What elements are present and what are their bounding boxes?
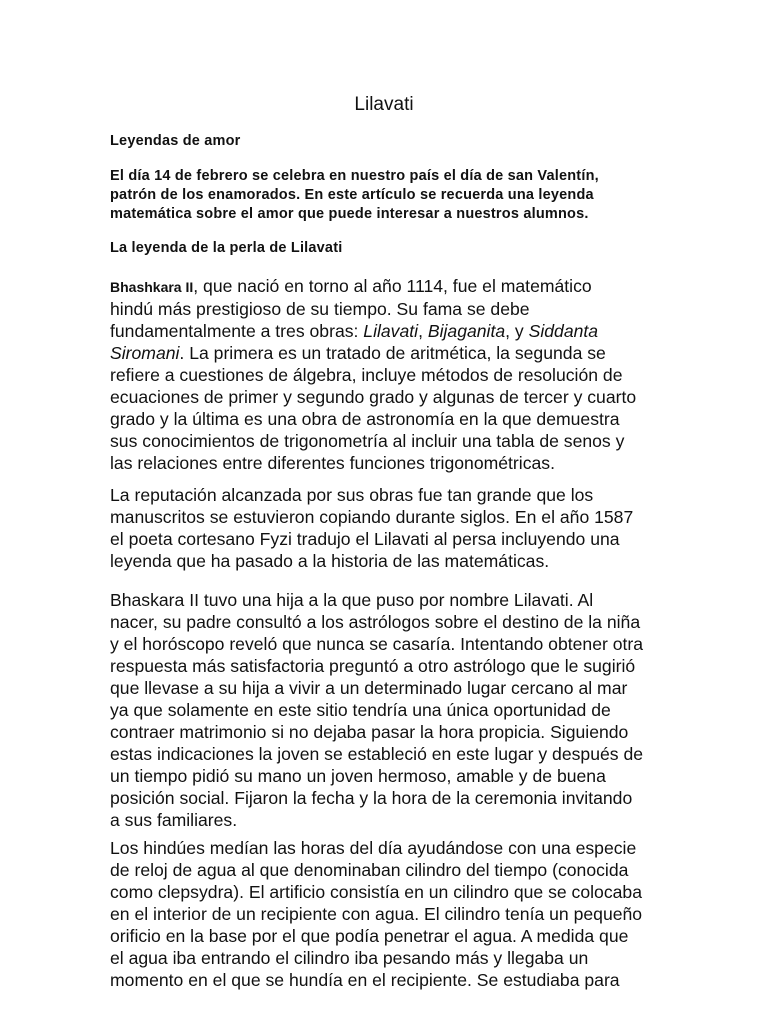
text-line: como clepsydra). El artificio consistía en un cilindro que se colocaba xyxy=(110,882,642,902)
text-span: , y xyxy=(505,321,529,341)
text-line: momento en el que se hundía en el recipiente. Se estudiaba para xyxy=(110,970,620,990)
text-line: en el interior de un recipiente con agua. El cilindro tenía un pequeño xyxy=(110,904,643,924)
text-line: grado y la última es una obra de astronomía en la que demuestra xyxy=(110,409,620,429)
text-line: y el horóscopo reveló que nunca se casaría. Intentando obtener otra xyxy=(110,634,644,654)
text-line: La reputación alcanzada por sus obras fue tan grande que los xyxy=(110,485,594,505)
text-line: ecuaciones de primer y segundo grado y algunas de tercer y cuarto xyxy=(110,387,637,407)
text-span: , que nació en torno al año 1114, fue el matemático xyxy=(193,276,592,296)
text-line: ya que solamente en este sitio tendría una única oportunidad de xyxy=(110,700,611,720)
text-line: orificio en la base por el que podía penetrar el agua. A medida que xyxy=(110,926,629,946)
text-line xyxy=(110,342,636,364)
paragraph-1 xyxy=(110,275,636,474)
paragraph-4 xyxy=(110,837,642,991)
italic-title: Siddanta xyxy=(528,321,599,341)
lead-name: Bhashkara II xyxy=(110,279,194,295)
text-line: las relaciones entre diferentes funciones trigonométricas. xyxy=(110,453,555,473)
text-line: el agua iba entrando el cilindro iba pesando más y llegaba un xyxy=(110,948,589,968)
text-line: matemática sobre el amor que puede interesar a nuestros alumnos. xyxy=(110,206,589,222)
text-line: un tiempo pidió su mano un joven hermoso, amable y de buena xyxy=(110,766,606,786)
italic-title: Lilavati xyxy=(363,321,419,341)
paragraph-3 xyxy=(110,589,643,831)
italic-title: Siromani xyxy=(110,343,180,363)
italic-title: Bijaganita xyxy=(427,321,506,341)
text-line: refiere a cuestiones de álgebra, incluye métodos de resolución de xyxy=(110,365,623,385)
text-line: el poeta cortesano Fyzi tradujo el Lilavati al persa incluyendo una xyxy=(110,529,620,549)
text-line xyxy=(110,320,636,342)
document-title: Lilavati xyxy=(354,94,414,115)
text-line: posición social. Fijaron la fecha y la hora de la ceremonia invitando xyxy=(110,788,633,808)
text-line: respuesta más satisfactoria preguntó a otro astrólogo que le sugirió xyxy=(110,656,636,676)
text-line: contraer matrimonio si no dejaba pasar la hora propicia. Siguiendo xyxy=(110,722,629,742)
text-line: leyenda que ha pasado a la historia de las matemáticas. xyxy=(110,551,550,571)
section-heading: La leyenda de la perla de Lilavati xyxy=(110,240,343,256)
text-line: sus conocimientos de trigonometría al incluir una tabla de senos y xyxy=(110,431,625,451)
text-line: Bhaskara II tuvo una hija a la que puso por nombre Lilavati. Al xyxy=(110,590,594,610)
paragraph-2 xyxy=(110,484,633,572)
text-line: Los hindúes medían las horas del día ayudándose con una especie xyxy=(110,838,637,858)
text-line: estas indicaciones la joven se estableció en este lugar y después de xyxy=(110,744,644,764)
text-line: El día 14 de febrero se celebra en nuestro país el día de san Valentín, xyxy=(110,168,599,184)
subtitle: Leyendas de amor xyxy=(110,133,241,149)
text-span: , xyxy=(418,321,428,341)
text-span: fundamentalmente a tres obras: xyxy=(110,321,364,341)
text-line: que llevase a su hija a vivir a un determinado lugar cercano al mar xyxy=(110,678,628,698)
text-line: manuscritos se estuvieron copiando durante siglos. En el año 1587 xyxy=(110,507,634,527)
text-line: nacer, su padre consultó a los astrólogos sobre el destino de la niña xyxy=(110,612,641,632)
text-line: a sus familiares. xyxy=(110,810,238,830)
text-line xyxy=(110,275,636,298)
text-line: de reloj de agua al que denominaban cilindro del tiempo (conocida xyxy=(110,860,629,880)
text-line: patrón de los enamorados. En este artículo se recuerda una leyenda xyxy=(110,187,594,203)
text-span: . La primera es un tratado de aritmética, la segunda se xyxy=(179,343,606,363)
text-line: hindú más prestigioso de su tiempo. Su fama se debe xyxy=(110,299,530,319)
intro-paragraph xyxy=(110,167,599,224)
